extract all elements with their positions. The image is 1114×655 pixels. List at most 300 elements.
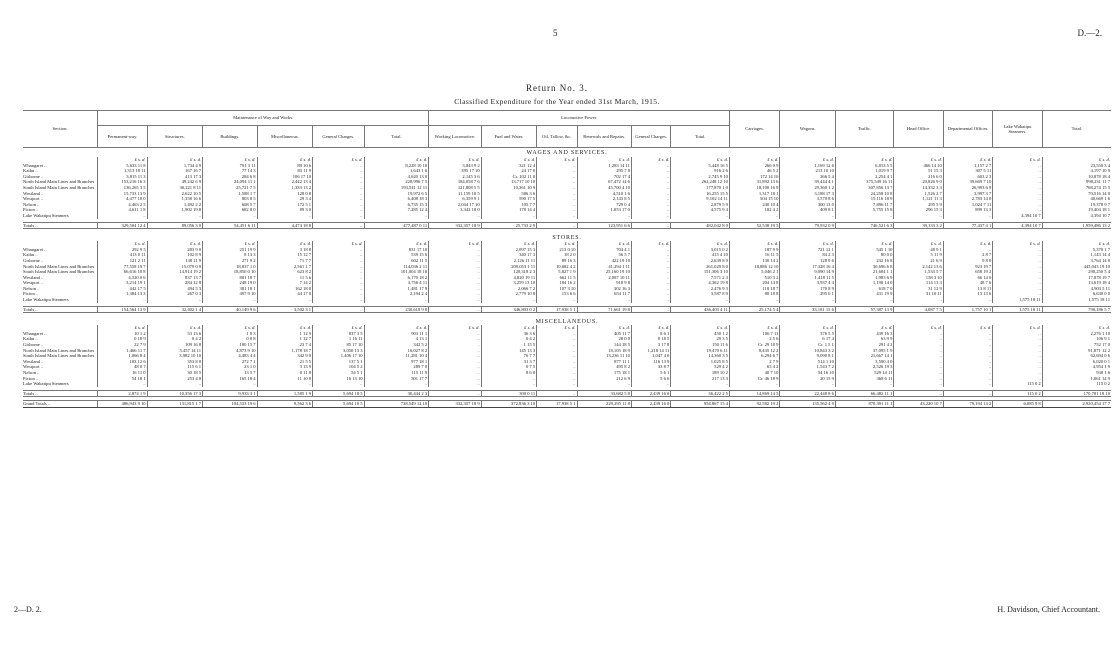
cell-value: 1,585 1 9 [257,390,313,397]
cell-value: £ s. d. [577,325,631,331]
row-label: Nelson .. [23,285,40,291]
cell-value: .. [631,264,670,270]
cell-value: 2 8 7 [943,252,992,258]
cell-value: 486,943 9 10 [98,401,147,408]
cell-value: 18 2 0 [537,252,577,258]
cell-value: 8 6 0 [481,370,537,376]
cell-value: 1,481 17 9 [364,286,429,292]
cell-value: .. [993,336,1042,342]
cell-value: 658 19 2 [943,269,992,275]
page-number: 5 [553,28,558,38]
row-label: Lake Wakatipu Steamers [23,381,69,387]
cell-value: 184 16 2 [537,280,577,286]
cell-value: 495 8 2 [577,364,631,370]
cell-value: 1,169 12 6 [780,163,836,169]
section-heading-row [23,232,1111,241]
cell-value: 381 18 1 [203,286,257,292]
cell-value: 539 15 6 [364,252,429,258]
cell-value: 4,474 18 8 [257,222,313,229]
cell-value: .. [993,348,1042,354]
cell-value: .. [429,213,481,219]
cell-value: 5,694 18 5 [313,390,364,397]
cell-value: 372,836 3 10 [481,401,537,408]
cell-value: 137 5 1 [313,359,364,365]
cell-value: 721 12 1 [780,247,836,253]
cell-value: 120,318 2 3 [481,269,537,275]
cell-value: 40 7 10 [729,370,779,376]
cell-value: 40,149 9 6 [203,306,257,313]
cell-value: 36 3 6 [481,331,537,337]
cell-value: 51 15 3 [894,168,943,174]
cell-value: £ s. d. [147,157,203,163]
cell-value: 5,633 11 8 [98,163,147,169]
cell-value: £ s. d. [1042,325,1111,331]
cell-value: 791 3 11 [203,163,257,169]
cell-value: .. [631,291,670,297]
cell-value: 2,439 16 0 [631,390,670,397]
cell-value: 16,027 8 2 [364,348,429,354]
cell-value: .. [894,364,943,370]
row-label: Lake Wakatipu Steamers [23,212,69,218]
cell-value: 77 14 3 [203,168,257,174]
cell-value: .. [98,381,147,387]
cell-value: 0 4 2 [147,336,203,342]
cell-value: 184,058 7 6 [429,179,481,185]
cell-value: 342 9 0 [257,353,313,359]
cell-value: £ s. d. [203,157,257,163]
col-working-locomotive: Working Locomotive. [429,126,481,148]
cell-value: 84 2 3 [780,252,836,258]
row-label: Whangarei .. [23,330,47,336]
cell-value: 45,700 4 10 [577,185,631,191]
cell-value: 26,993 6 9 [943,185,992,191]
cell-value: .. [147,381,203,387]
cell-value: 48 9 1 [894,247,943,253]
cell-value: £ s. d. [257,157,313,163]
cell-value: 115 6 1 [147,364,203,370]
cell-value: 4,903 5 11 [1042,286,1111,292]
cell-value: 182 4 2 [729,207,779,213]
cell-value: 170,781 18 10 [1042,390,1111,397]
cell-value: .. [993,247,1042,253]
cell-value: 1,121 11 3 [894,196,943,202]
cell-value: 1,406 17 10 [313,353,364,359]
cell-value: .. [481,381,537,387]
cell-value: 11,159 10 5 [429,191,481,197]
cell-value: 110 18 7 [729,286,779,292]
cell-value: .. [537,179,577,185]
cell-value: 105 7 7 [481,202,537,208]
cell-value: 40,669 1 6 [1042,196,1111,202]
cell-value: Cr. 102 11 0 [481,174,537,180]
cell-value: 6,813 5 5 [835,163,894,169]
cell-value: £ s. d. [943,157,992,163]
cell-value: 450 1 2 [671,331,730,337]
cell-value: 746,521 6 3 [835,222,894,229]
cell-value: .. [943,336,992,342]
cell-value: .. [943,348,992,354]
cell-value: .. [993,252,1042,258]
cell-value: £ s. d. [98,241,147,247]
cell-value: £ s. d. [729,325,779,331]
cell-value: 1,757 10 1 [943,306,992,313]
cell-value: 1,418 11 5 [780,275,836,281]
cell-value: 5,694 18 5 [313,401,364,408]
cell-value: .. [780,381,836,387]
cell-value: .. [481,213,537,219]
cell-value: £ s. d. [943,325,992,331]
cell-value: 2,622 10 5 [147,191,203,197]
row-label: South Island Main Lines and Branches [23,353,95,359]
cell-value: 510 3 2 [729,275,779,281]
cell-value: 262,248 12 10 [671,179,730,185]
cell-value: .. [577,381,631,387]
cell-value: .. [894,359,943,365]
cell-value: .. [537,364,577,370]
cell-value: .. [313,185,364,191]
cell-value: 22,448 8 6 [780,390,836,397]
cell-value: 321 12 4 [481,163,537,169]
cell-value: 28 0 0 [577,336,631,342]
cell-value: 106 9 1 [1042,336,1111,342]
cell-value: 7,896 11 7 [835,202,894,208]
cell-value: 6 17 4 [780,336,836,342]
cell-value: 24 17 0 [481,168,537,174]
cell-value: £ s. d. [537,157,577,163]
cell-value: 70,516 14 0 [1042,191,1111,197]
cell-value: 1,358 16 6 [147,196,203,202]
cell-value: 5 6 1 [631,370,670,376]
cell-value: £ s. d. [780,241,836,247]
cell-value: .. [631,269,670,275]
cell-value: 253 4 8 [147,376,203,382]
cell-value: 1,283 14 11 [577,163,631,169]
cell-value: 292 9 5 [98,247,147,253]
cell-value: 153,216 16 3 [98,179,147,185]
cell-value: £ s. d. [313,157,364,163]
cell-value: 107 3 10 [537,286,577,292]
cell-value: .. [894,331,943,337]
cell-value: .. [429,291,481,297]
col-renewals-repairs: Renewals and Repairs. [577,126,631,148]
cell-value: .. [993,370,1042,376]
cell-value: 3,214 19 1 [98,280,147,286]
cell-value: 5 6 6 [631,376,670,382]
row-label: North Island Main Lines and Branches [23,179,95,185]
cell-value: 31 10 11 [894,291,943,297]
cell-value: 19,972 6 5 [364,191,429,197]
cell-value: 213 0 10 [537,247,577,253]
col-maint-total: Total. [364,126,429,148]
cell-value: .. [537,191,577,197]
cell-value: 230,618 9 8 [364,306,429,313]
cell-value: 4,394 10 7 [1042,213,1111,219]
cell-value: .. [671,213,730,219]
cell-value: 1,190 14 0 [835,280,894,286]
cell-value: .. [631,297,670,303]
cell-value: 67,472 14 6 [577,179,631,185]
cell-value: 66,482 11 1 [835,390,894,397]
cell-value: 1,643 1 6 [364,168,429,174]
cell-value: 66 14 0 [943,275,992,281]
cell-value: 175 18 1 [577,370,631,376]
cell-value: 23 7 4 [257,342,313,348]
cell-value: 115 0 2 [993,390,1042,397]
cell-value: 9,090 14 9 [780,269,836,275]
cell-value: 177,870 1 0 [671,185,730,191]
cell-value: 284 6 8 [203,174,257,180]
cell-value: 17,938 5 1 [537,401,577,408]
cell-value: 6,408 18 3 [364,196,429,202]
cell-value: £ s. d. [429,157,481,163]
cell-value: 1,218 14 11 [631,348,670,354]
cell-value: .. [313,297,364,303]
cell-value: 514 1 10 [780,359,836,365]
cell-value: .. [537,213,577,219]
cell-value: £ s. d. [729,241,779,247]
cell-value: 2,779 10 8 [481,291,537,297]
cell-value: 6,359 9 1 [429,196,481,202]
cell-value: .. [993,179,1042,185]
col-section: Section. [23,111,98,148]
cell-value: 115 0 2 [1042,381,1111,387]
cell-value: 302 16 3 [577,286,631,292]
cell-value: 1,575 18 11 [993,306,1042,313]
cell-value: .. [993,168,1042,174]
cell-value: £ s. d. [835,241,894,247]
row-label: Westland .. [23,358,44,364]
cell-value: .. [537,207,577,213]
cell-value: .. [537,202,577,208]
cell-value: 178 14 4 [481,207,537,213]
cell-value: 11 10 8 [257,376,313,382]
cell-value: 172 14 10 [729,174,779,180]
cell-value: .. [993,269,1042,275]
cell-value: .. [313,247,364,253]
cell-value: .. [729,297,779,303]
cell-value: 25,721 7 5 [203,185,257,191]
cell-value: £ s. d. [729,157,779,163]
cell-value: 6,020 0 1 [1042,359,1111,365]
cell-value: 0 0 8 [203,336,257,342]
cell-value: .. [429,331,481,337]
cell-value: 18,850 0 10 [203,269,257,275]
cell-value: Cr. 29 18 9 [729,342,779,348]
cell-value: 307,856 13 7 [835,185,894,191]
cell-value: 2,476 9 3 [671,286,730,292]
cell-value: £ s. d. [894,325,943,331]
cell-value: 128 0 8 [257,191,313,197]
cell-value: 22 7 9 [98,342,147,348]
cell-value: 248 19 0 [203,280,257,286]
cell-value: .. [257,381,313,387]
cell-value: .. [993,364,1042,370]
cell-value: 80 0 0 [835,252,894,258]
cell-value: .. [147,213,203,219]
cell-value: 154,564 13 9 [98,306,147,313]
cell-value: 482,042 8 0 [671,222,730,229]
cell-value: 53 13 6 [147,331,203,337]
cell-value: .. [364,381,429,387]
cell-value: 4,575 9 4 [671,207,730,213]
cell-value: .. [537,222,577,229]
cell-value: 1,734 4 9 [147,163,203,169]
group-locomotive: Locomotive Power. [429,111,730,126]
section-heading: MISCELLANEOUS. [535,318,599,325]
cell-value: .. [993,275,1042,281]
cell-value: .. [429,297,481,303]
cell-value: 918 9 8 [577,280,631,286]
cell-value: 21,604 1 1 [835,269,894,275]
cell-value: .. [537,168,577,174]
cell-value: £ s. d. [835,325,894,331]
cell-value: 439 16 3 [835,331,894,337]
cell-value: 19,378 9 7 [1042,202,1111,208]
cell-value: 590 17 5 [481,196,537,202]
cell-value: 9,933 3 1 [203,390,257,397]
cell-value: 9 8 0 [943,258,992,264]
cell-value: 1,025 8 5 [671,359,730,365]
cell-value: .. [894,213,943,219]
cell-value: .. [943,213,992,219]
cell-value: 18,886 12 10 [729,264,779,270]
cell-value: 116 13 9 [631,359,670,365]
cell-value: .. [429,353,481,359]
cell-value: 267 0 3 [147,291,203,297]
cell-value: 158 3 10 [894,275,943,281]
row-label: South Island Main Lines and Branches [23,269,95,275]
cell-value: 1 0 3 [203,331,257,337]
cell-value: .. [894,342,943,348]
cell-value: .. [943,370,992,376]
cell-value: 144 18 5 [577,342,631,348]
cell-value: 3,342 18 0 [429,207,481,213]
cell-value: .. [835,297,894,303]
cell-value: 2 5 6 [729,336,779,342]
cell-value: .. [537,348,577,354]
cell-value: £ s. d. [671,157,730,163]
section-heading-row [23,148,1111,158]
cell-value: £ s. d. [671,325,730,331]
cell-value: .. [429,364,481,370]
cell-value: 1 12 7 [257,336,313,342]
cell-value: £ s. d. [98,325,147,331]
cell-value: 586 3 6 [481,191,537,197]
cell-value: £ s. d. [203,325,257,331]
cell-value: .. [993,359,1042,365]
cell-value: .. [993,291,1042,297]
cell-value: 16 11 0 [98,370,147,376]
cell-value: 2,254 4 1 [835,174,894,180]
cell-value: 977 18 1 [364,359,429,365]
cell-value: 162 18 0 [257,286,313,292]
cell-value: 54 16 10 [780,370,836,376]
row-label: Picton .. [23,291,39,297]
cell-value: 4,620 13 0 [364,174,429,180]
cell-value: 15,079 0 9 [147,264,203,270]
cell-value: 4,087 7 5 [894,306,943,313]
cell-value: .. [943,342,992,348]
cell-value: 704 4 1 [577,247,631,253]
cell-value: 295 7 8 [577,168,631,174]
cell-value: .. [993,286,1042,292]
cell-value: .. [894,376,943,382]
cell-value: £ s. d. [993,325,1042,331]
cell-value: 170 8 9 [780,286,836,292]
cell-value: 54 10 1 [98,376,147,382]
cell-value: .. [577,297,631,303]
cell-value: 21 5 5 [257,359,313,365]
cell-value: .. [631,191,670,197]
cell-value: £ s. d. [364,325,429,331]
cell-value: 57,387 13 9 [835,306,894,313]
cell-value: 0 11 8 [257,370,313,376]
cell-value: 54,451 6 11 [203,222,257,229]
cell-value: 130 14 2 [729,258,779,264]
cell-value: 801 18 7 [203,275,257,281]
cell-value: .. [943,331,992,337]
cell-value: 654 11 7 [577,291,631,297]
cell-value: 7,571 2 3 [671,275,730,281]
cell-value: £ s. d. [364,157,429,163]
cell-value: 477,487 0 11 [364,222,429,229]
cell-value: 295 5 9 [894,202,943,208]
cell-value: 1 16 11 [313,336,364,342]
cell-value: 368 6 11 [835,376,894,382]
col-head-office: Head Office. [894,111,943,148]
cell-value: 2,745 9 10 [671,174,730,180]
cell-value: .. [313,269,364,275]
cell-value: 6,294 6 7 [729,353,779,359]
cell-value: .. [537,174,577,180]
cell-value: .. [631,213,670,219]
cell-value: 17,328 16 4 [780,264,836,270]
cell-value: .. [257,297,313,303]
cell-value: 153 6 6 [537,291,577,297]
cell-value: .. [993,196,1042,202]
cell-value: 4,483 4 4 [203,353,257,359]
cell-value: 289 7 0 [364,364,429,370]
cell-value: 54 5 1 [313,370,364,376]
cell-value: 752 17 0 [1042,342,1111,348]
cell-value: 14,914 19 2 [147,269,203,275]
cell-value: .. [631,168,670,174]
cell-value: .. [993,163,1042,169]
cell-value: £ s. d. [537,241,577,247]
cell-value: £ s. d. [537,325,577,331]
cell-value: .. [429,252,481,258]
cell-value: 5,448 16 5 [671,163,730,169]
cell-value: 3,937 4 4 [780,280,836,286]
cell-value: .. [313,168,364,174]
cell-value: .. [835,213,894,219]
cell-value: 5,755 15 8 [835,207,894,213]
cell-value: .. [98,213,147,219]
cell-value: .. [429,376,481,382]
cell-value: 145 13 3 [481,348,537,354]
cell-value: £ s. d. [1042,241,1111,247]
cell-value: 25,733 2 9 [481,222,537,229]
cell-value: .. [203,381,257,387]
cell-value: 228,996 7 5 [364,179,429,185]
cell-value: 30,444 2 3 [364,390,429,397]
cell-value: 3,015 0 2 [671,247,730,253]
cell-value: 232 16 8 [835,258,894,264]
cell-value: 14,360 3 5 [671,353,730,359]
cell-value: .. [313,275,364,281]
cell-value: 4,362 19 8 [671,280,730,286]
cell-value: 3,259 13 10 [481,280,537,286]
